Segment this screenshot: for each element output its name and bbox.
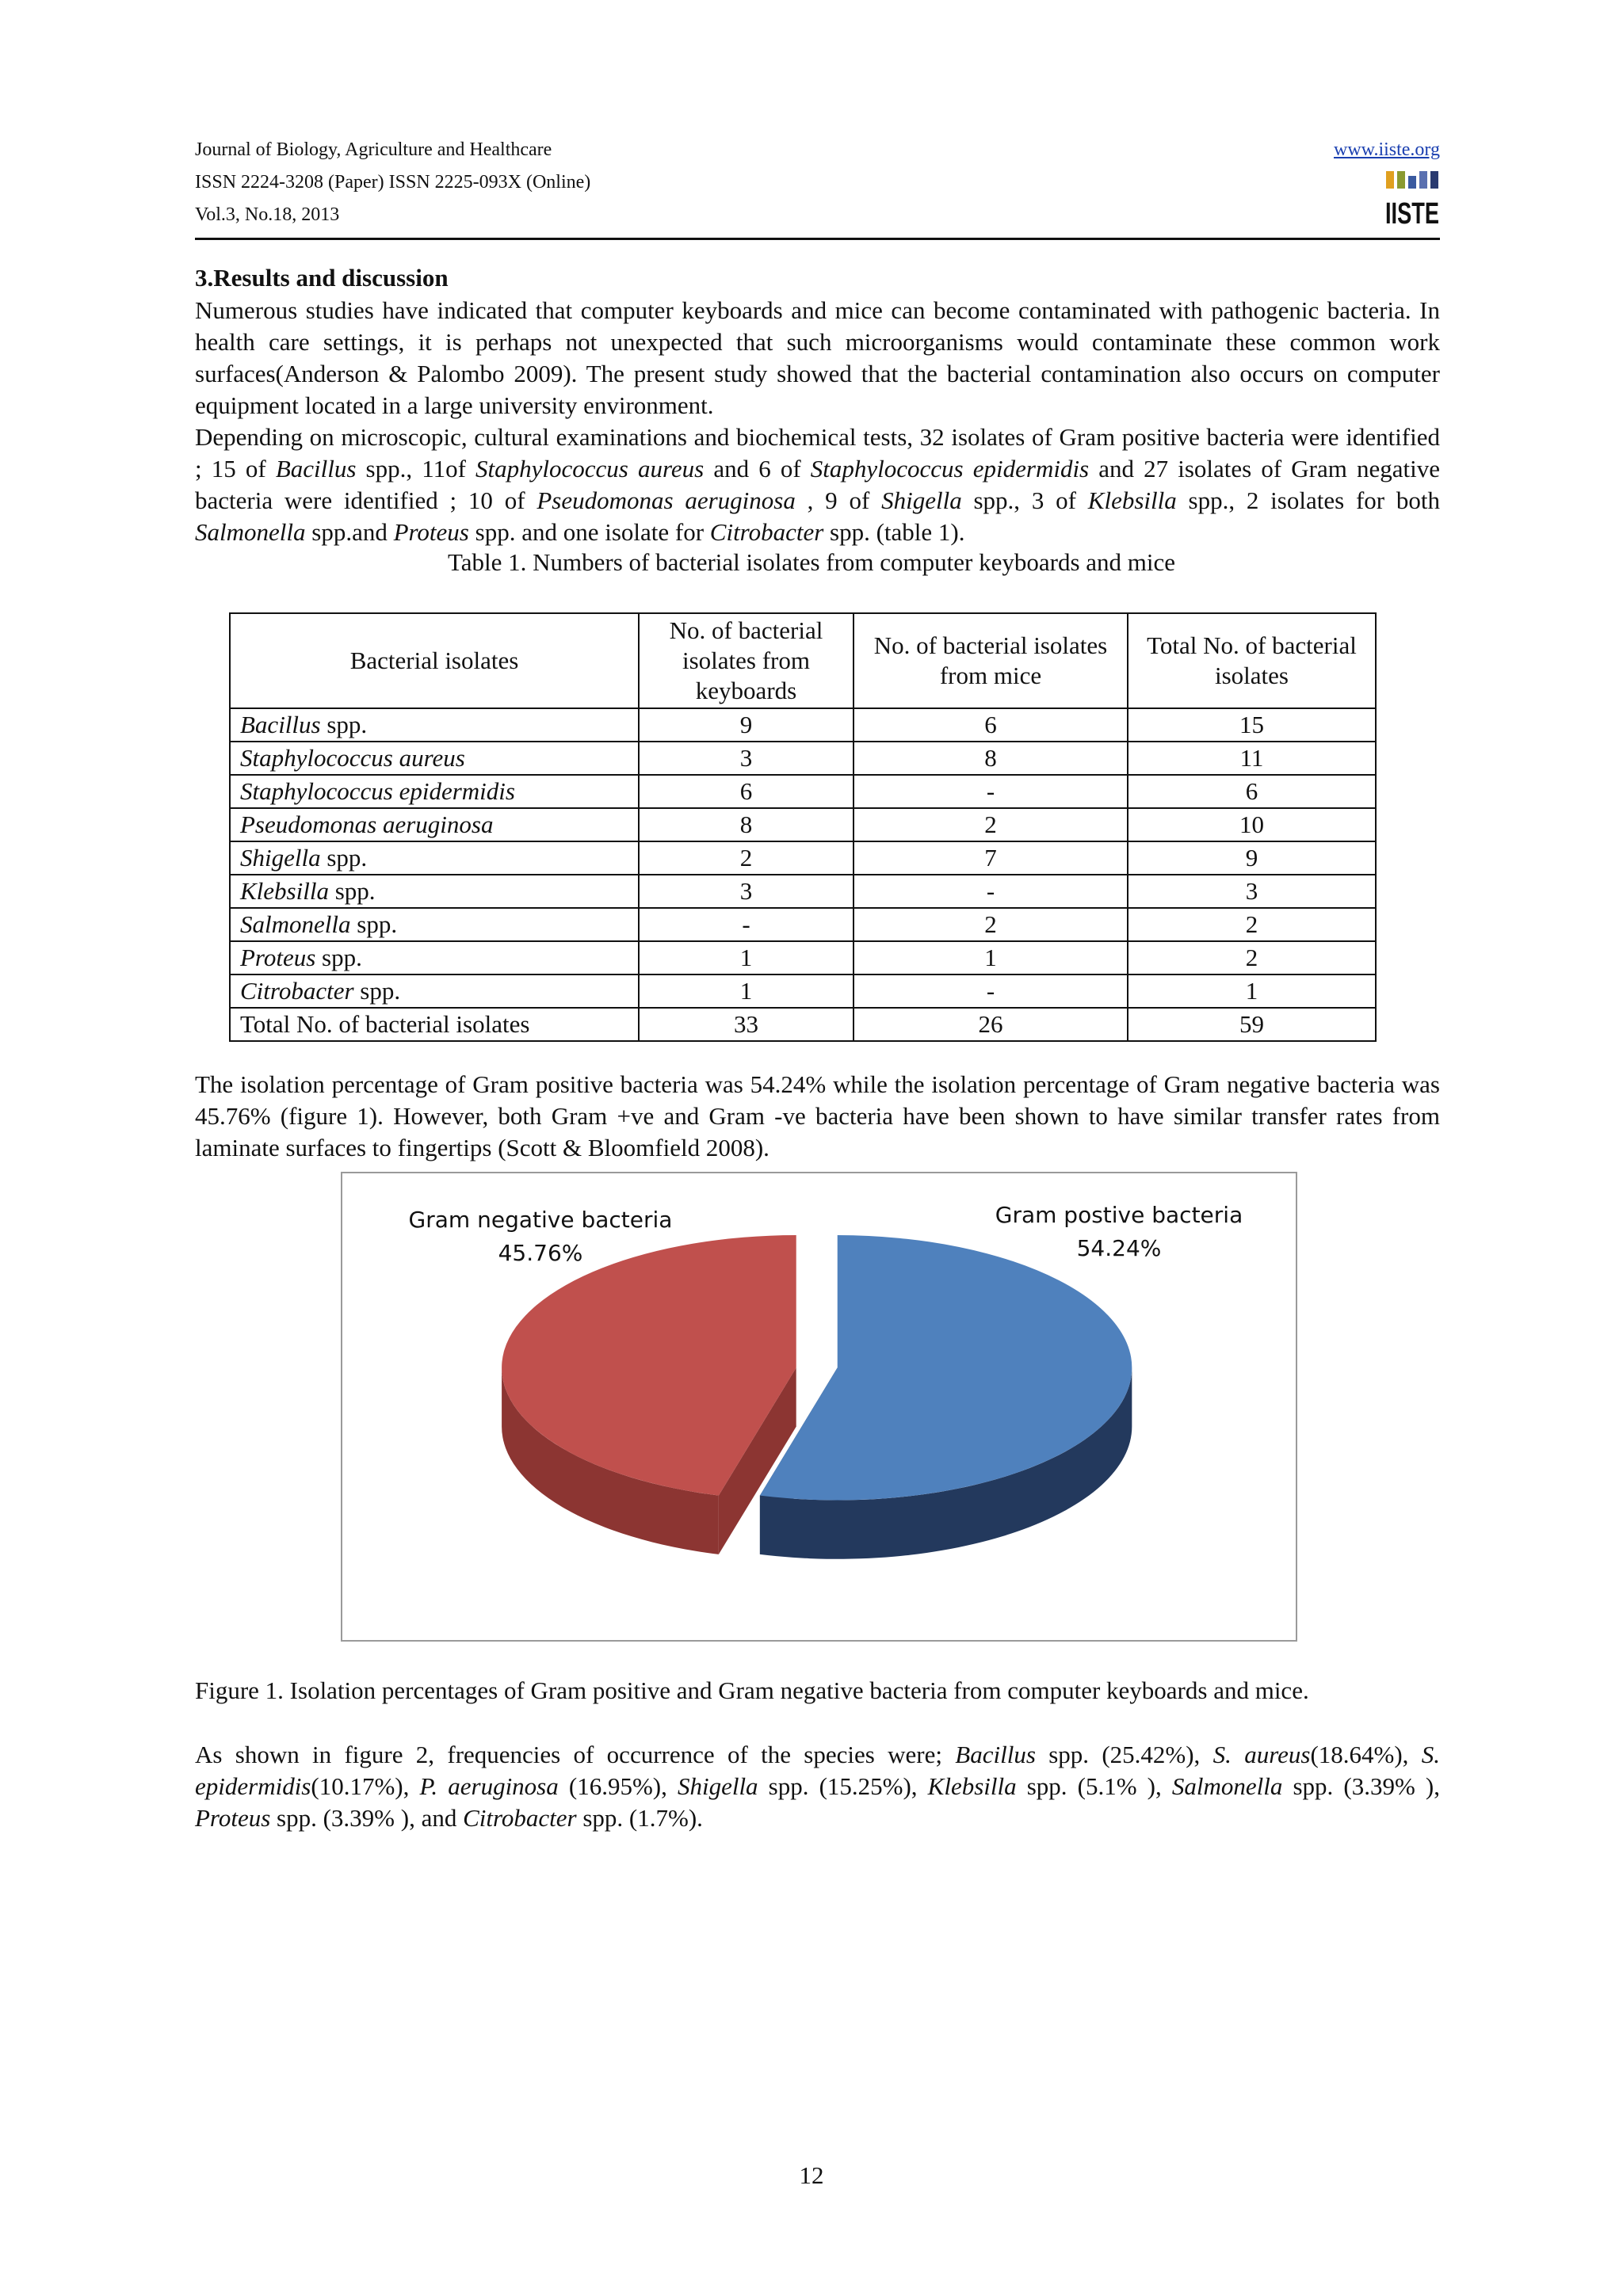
iiste-logo-icon — [1384, 170, 1440, 231]
total-count: 2 — [1128, 908, 1376, 941]
total-keyboards: 33 — [639, 1008, 854, 1041]
text-segment: As shown in figure 2, frequencies of occurrence of the species were; — [195, 1741, 956, 1768]
keyboards-count: 2 — [639, 841, 854, 875]
text-segment: The isolation percentage of Gram positive bacteria was 54.24% while the isolation percentage of Gram negative bacteria was 45.76% (figure 1). However, both Gram +ve and Gram -ve bacteria have been shown to have similar transfer rates from laminate surfaces to fingertips (Scott & Bloomfield 2008). — [195, 1070, 1440, 1161]
spp-suffix: spp. — [315, 944, 362, 971]
text-segment: spp. (3.39% ), and — [270, 1804, 464, 1832]
text-segment: spp. and one isolate for — [468, 518, 710, 546]
mice-count: 7 — [854, 841, 1128, 875]
text-segment: spp. (25.42%), — [1035, 1741, 1213, 1768]
italic-species-name: Salmonella — [1171, 1772, 1283, 1800]
italic-species-name: Proteus — [195, 1804, 271, 1832]
genus-name: Shigella — [240, 844, 321, 871]
mice-count: 2 — [854, 908, 1128, 941]
isolate-name — [230, 775, 639, 808]
mice-count: - — [854, 775, 1128, 808]
isolate-name — [230, 742, 639, 775]
text-segment: (16.95%), — [558, 1772, 678, 1800]
spp-suffix: spp. — [350, 910, 398, 938]
isolate-name — [230, 941, 639, 974]
italic-species-name: Salmonella — [195, 518, 306, 546]
paragraph-percentages — [195, 1069, 1440, 1164]
table-caption: Table 1. Numbers of bacterial isolates from computer keyboards and mice — [447, 548, 1176, 576]
svg-text:IISTE: IISTE — [1385, 197, 1439, 231]
isolate-name — [230, 841, 639, 875]
text-segment: spp. (15.25%), — [758, 1772, 928, 1800]
genus-name: Bacillus — [240, 711, 321, 738]
italic-species-name: Citrobacter — [463, 1804, 577, 1832]
total-count: 15 — [1128, 708, 1376, 742]
table-row — [230, 742, 1376, 775]
table-row — [230, 875, 1376, 908]
keyboards-count: 8 — [639, 808, 854, 841]
text-segment: , 9 of — [795, 486, 882, 514]
paragraph-isolates — [195, 421, 1440, 548]
keyboards-count: 1 — [639, 941, 854, 974]
col-header-mice: No. of bacterial isolates from mice — [854, 613, 1128, 708]
italic-species-name: Staphylococcus aureus — [475, 455, 705, 482]
total-all: 59 — [1128, 1008, 1376, 1041]
italic-species-name: Pseudomonas aeruginosa — [537, 486, 796, 514]
text-segment: spp. (1.7%). — [576, 1804, 703, 1832]
table-row — [230, 974, 1376, 1008]
text-segment: spp. (3.39% ), — [1282, 1772, 1440, 1800]
paragraph-frequencies — [195, 1739, 1440, 1834]
text-segment: spp., 11of — [356, 455, 476, 482]
label-gram-positive — [960, 1199, 1277, 1265]
total-mice: 26 — [854, 1008, 1128, 1041]
table-row — [230, 808, 1376, 841]
isolate-name — [230, 875, 639, 908]
total-count: 11 — [1128, 742, 1376, 775]
header-rule — [195, 238, 1440, 240]
mice-count: 8 — [854, 742, 1128, 775]
keyboards-count: - — [639, 908, 854, 941]
mice-count: - — [854, 875, 1128, 908]
section-heading: 3.Results and discussion — [195, 264, 449, 292]
mice-count: 2 — [854, 808, 1128, 841]
label-gram-negative — [374, 1203, 707, 1270]
genus-name: Klebsilla — [240, 877, 329, 905]
spp-suffix: spp. — [328, 877, 376, 905]
text-segment: Depending on microscopic, cultural examinations and biochemical tests, 32 isolates of Gram positive bacteria were identified ; 15 of — [195, 423, 1440, 482]
total-count: 3 — [1128, 875, 1376, 908]
italic-species-name: Klebsilla — [927, 1772, 1017, 1800]
total-count: 2 — [1128, 941, 1376, 974]
col-header-total: Total No. of bacterial isolates — [1128, 613, 1376, 708]
mice-count: 6 — [854, 708, 1128, 742]
italic-species-name: Proteus — [393, 518, 469, 546]
italic-species-name: Klebsilla — [1087, 486, 1177, 514]
issn: ISSN 2224-3208 (Paper) ISSN 2225-093X (Online) — [195, 172, 591, 193]
journal-name: Journal of Biology, Agriculture and Healthcare — [195, 139, 552, 160]
col-header-isolates: Bacterial isolates — [230, 613, 639, 708]
table-row — [230, 775, 1376, 808]
isolate-name — [230, 908, 639, 941]
table-total-row — [230, 1008, 1376, 1041]
total-count: 1 — [1128, 974, 1376, 1008]
text-segment: and 6 of — [704, 455, 811, 482]
website-link[interactable]: www.iiste.org — [1334, 139, 1440, 160]
italic-species-name: Staphylococcus epidermidis — [810, 455, 1090, 482]
italic-species-name: Citrobacter — [709, 518, 824, 546]
keyboards-count: 6 — [639, 775, 854, 808]
isolate-name — [230, 808, 639, 841]
spp-suffix: spp. — [320, 844, 368, 871]
text-segment: (18.64%), — [1310, 1741, 1422, 1768]
table-row — [230, 908, 1376, 941]
italic-species-name: Shigella — [881, 486, 962, 514]
volume: Vol.3, No.18, 2013 — [195, 204, 340, 225]
figure-caption: Figure 1. Isolation percentages of Gram positive and Gram negative bacteria from computer keyboards and mice. — [195, 1676, 1309, 1704]
italic-species-name: S. epidermidis — [195, 1741, 1440, 1800]
table-row — [230, 708, 1376, 742]
italic-species-name: P. aeruginosa — [419, 1772, 559, 1800]
pie-chart-figure — [341, 1172, 1297, 1642]
col-header-keyboards: No. of bacterial isolates from keyboards — [639, 613, 854, 708]
table-row — [230, 941, 1376, 974]
italic-species-name: S. aureus — [1212, 1741, 1311, 1768]
mice-count: 1 — [854, 941, 1128, 974]
genus-name: Staphylococcus aureus — [240, 744, 465, 772]
label-gram-negative-name: Gram negative bacteria — [408, 1207, 673, 1233]
genus-name: Proteus — [240, 944, 316, 971]
mice-count: - — [854, 974, 1128, 1008]
total-count: 9 — [1128, 841, 1376, 875]
isolates-table — [229, 612, 1377, 1042]
text-segment: spp. (5.1% ), — [1016, 1772, 1172, 1800]
isolate-name — [230, 974, 639, 1008]
text-segment: spp. (table 1). — [823, 518, 965, 546]
text-segment: spp., 2 isolates for both — [1176, 486, 1441, 514]
spp-suffix: spp. — [353, 977, 401, 1005]
genus-name: Citrobacter — [240, 977, 354, 1005]
total-label: Total No. of bacterial isolates — [230, 1008, 639, 1041]
text-segment: (10.17%), — [311, 1772, 420, 1800]
label-gram-positive-value: 54.24% — [1076, 1235, 1162, 1261]
text-segment: and 27 isolates of Gram negative bacteria were identified ; 10 of — [195, 455, 1441, 514]
keyboards-count: 1 — [639, 974, 854, 1008]
spp-suffix: spp. — [320, 711, 368, 738]
keyboards-count: 9 — [639, 708, 854, 742]
italic-species-name: Bacillus — [955, 1741, 1036, 1768]
total-count: 6 — [1128, 775, 1376, 808]
page-number: 12 — [799, 2161, 824, 2189]
text-segment: spp., 3 of — [961, 486, 1088, 514]
keyboards-count: 3 — [639, 742, 854, 775]
table-row — [230, 841, 1376, 875]
label-gram-negative-value: 45.76% — [498, 1240, 583, 1266]
total-count: 10 — [1128, 808, 1376, 841]
keyboards-count: 3 — [639, 875, 854, 908]
genus-name: Staphylococcus epidermidis — [240, 777, 515, 805]
isolate-name — [230, 708, 639, 742]
label-gram-positive-name: Gram postive bacteria — [995, 1202, 1243, 1228]
table-header-row — [230, 613, 1376, 708]
italic-species-name: Bacillus — [275, 455, 357, 482]
paragraph-intro — [195, 295, 1440, 421]
genus-name: Pseudomonas aeruginosa — [240, 810, 494, 838]
text-segment: spp.and — [305, 518, 394, 546]
italic-species-name: Shigella — [677, 1772, 758, 1800]
genus-name: Salmonella — [240, 910, 351, 938]
text-segment: Numerous studies have indicated that computer keyboards and mice can become contaminated with pathogenic bacteria. In health care settings, it is perhaps not unexpected that such microorganisms would contaminate these common work surfaces(Anderson & Palombo 2009). The present study showed that the bacterial contamination also occurs on computer equipment located in a large university environment. — [195, 296, 1440, 419]
